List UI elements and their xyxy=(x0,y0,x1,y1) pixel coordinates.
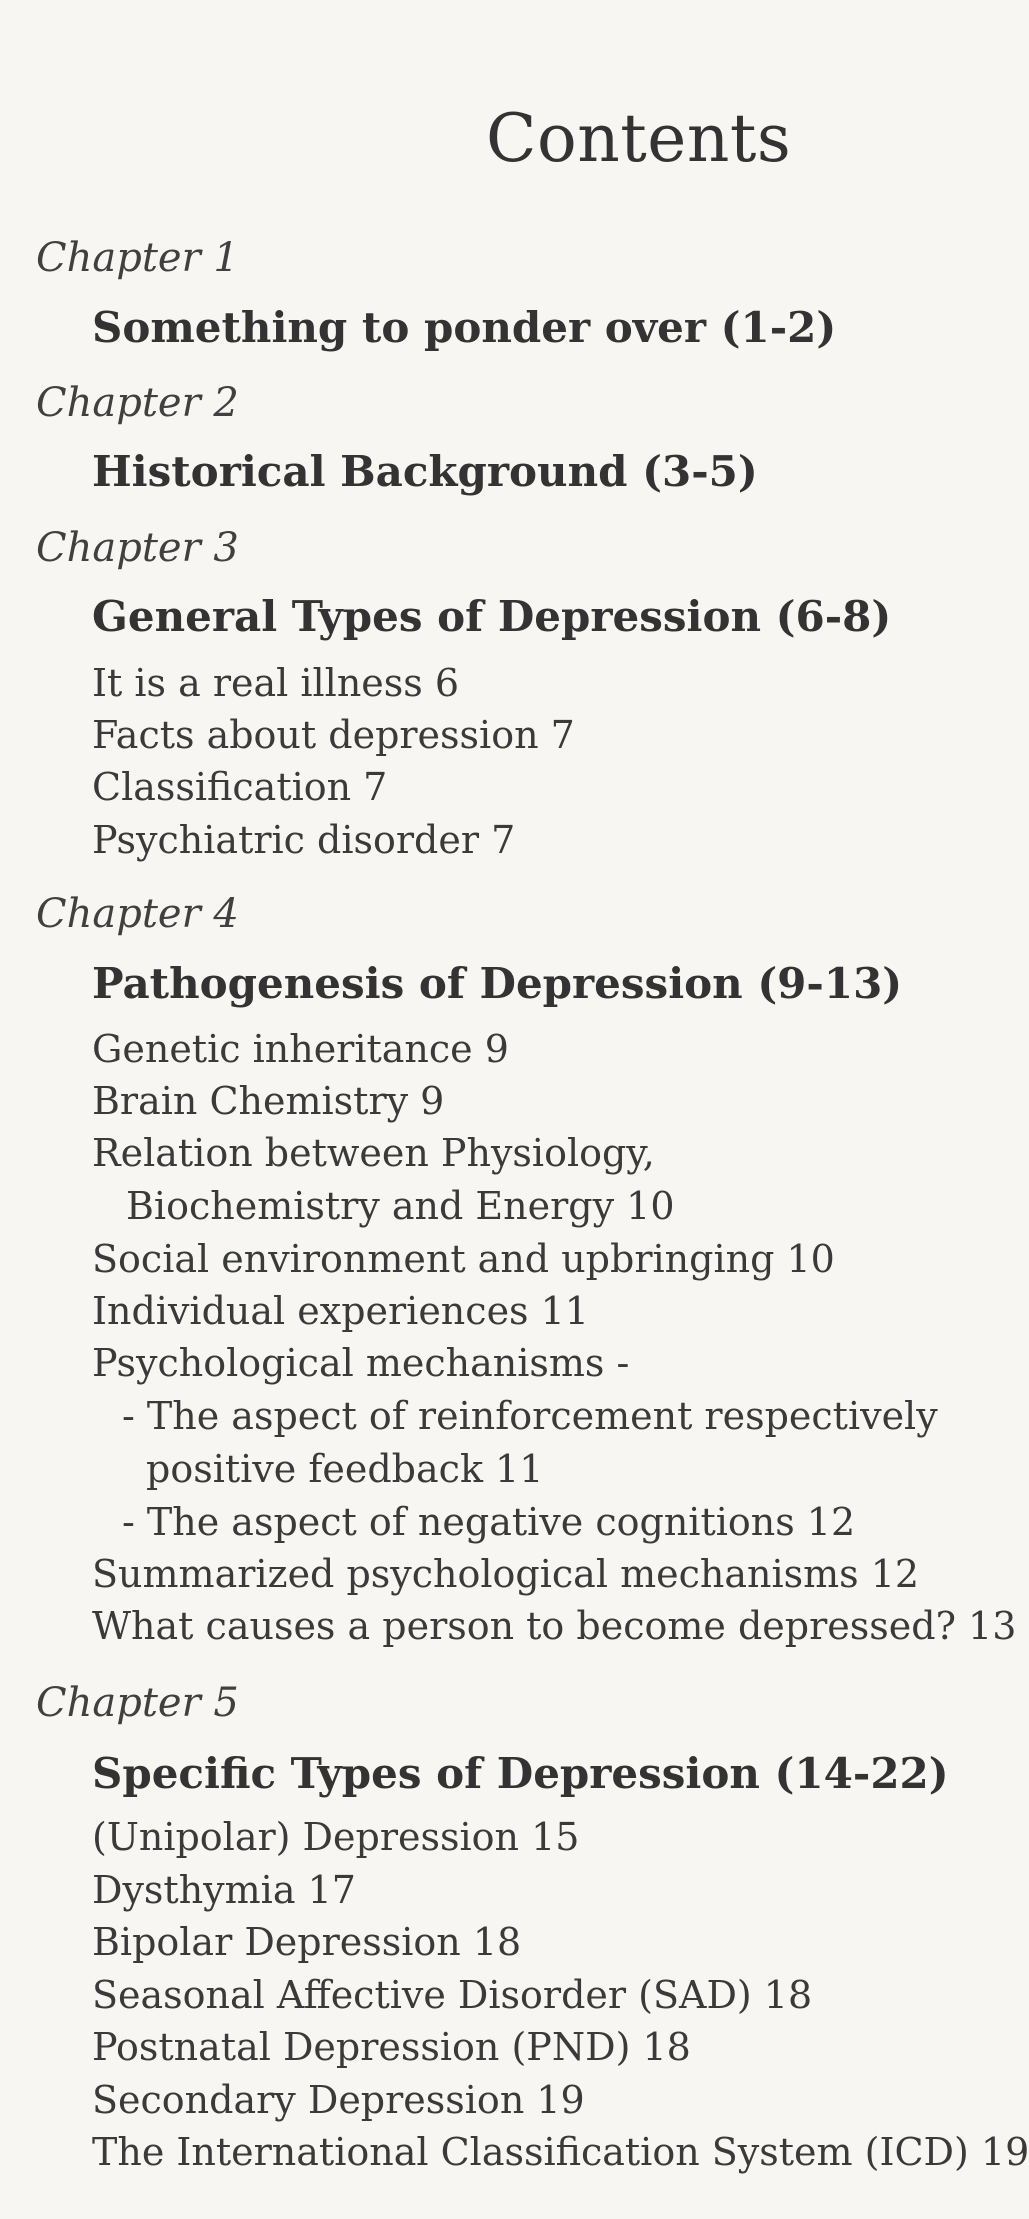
toc-entry: Genetic inheritance 9 xyxy=(92,1027,509,1071)
toc-entry: Relation between Physiology, xyxy=(92,1131,655,1175)
toc-entry: Brain Chemistry 9 xyxy=(92,1079,445,1123)
chapter-5-heading: Specific Types of Depression (14-22) xyxy=(92,1749,949,1798)
toc-entry: What causes a person to become depressed? 13 xyxy=(92,1604,1017,1648)
toc-subentry-continuation: positive feedback 11 xyxy=(146,1447,544,1491)
toc-entry: Individual experiences 11 xyxy=(92,1289,589,1333)
toc-entry: Dysthymia 17 xyxy=(92,1868,356,1912)
toc-entry: Bipolar Depression 18 xyxy=(92,1920,522,1964)
toc-entry: Seasonal Affective Disorder (SAD) 18 xyxy=(92,1973,813,2017)
chapter-5-label: Chapter 5 xyxy=(36,1680,239,1726)
chapter-3-label: Chapter 3 xyxy=(36,525,239,571)
chapter-2-heading: Historical Background (3-5) xyxy=(92,447,758,496)
chapter-1-label: Chapter 1 xyxy=(36,235,239,281)
toc-entry: Summarized psychological mechanisms 12 xyxy=(92,1552,920,1596)
chapter-3-heading: General Types of Depression (6-8) xyxy=(92,592,892,641)
chapter-4-label: Chapter 4 xyxy=(36,891,239,937)
toc-entry: Facts about depression 7 xyxy=(92,713,575,757)
toc-entry: Classification 7 xyxy=(92,765,388,809)
toc-entry: Postnatal Depression (PND) 18 xyxy=(92,2025,691,2069)
toc-entry: (Unipolar) Depression 15 xyxy=(92,1815,580,1859)
toc-subentry: - The aspect of reinforcement respectively xyxy=(122,1394,938,1438)
chapter-1-heading: Something to ponder over (1-2) xyxy=(92,303,837,352)
toc-entry-continuation: Biochemistry and Energy 10 xyxy=(126,1184,675,1228)
toc-entry: Secondary Depression 19 xyxy=(92,2078,585,2122)
toc-entry: It is a real illness 6 xyxy=(92,661,460,705)
page-title: Contents xyxy=(486,100,792,177)
chapter-2-label: Chapter 2 xyxy=(36,380,239,426)
toc-subentry: - The aspect of negative cognitions 12 xyxy=(122,1500,856,1544)
toc-entry: Psychological mechanisms - xyxy=(92,1341,630,1385)
chapter-4-heading: Pathogenesis of Depression (9-13) xyxy=(92,959,903,1008)
toc-entry: Social environment and upbringing 10 xyxy=(92,1237,835,1281)
toc-entry: The International Classification System (ICD) 19 xyxy=(92,2130,1029,2174)
toc-entry: Psychiatric disorder 7 xyxy=(92,818,516,862)
